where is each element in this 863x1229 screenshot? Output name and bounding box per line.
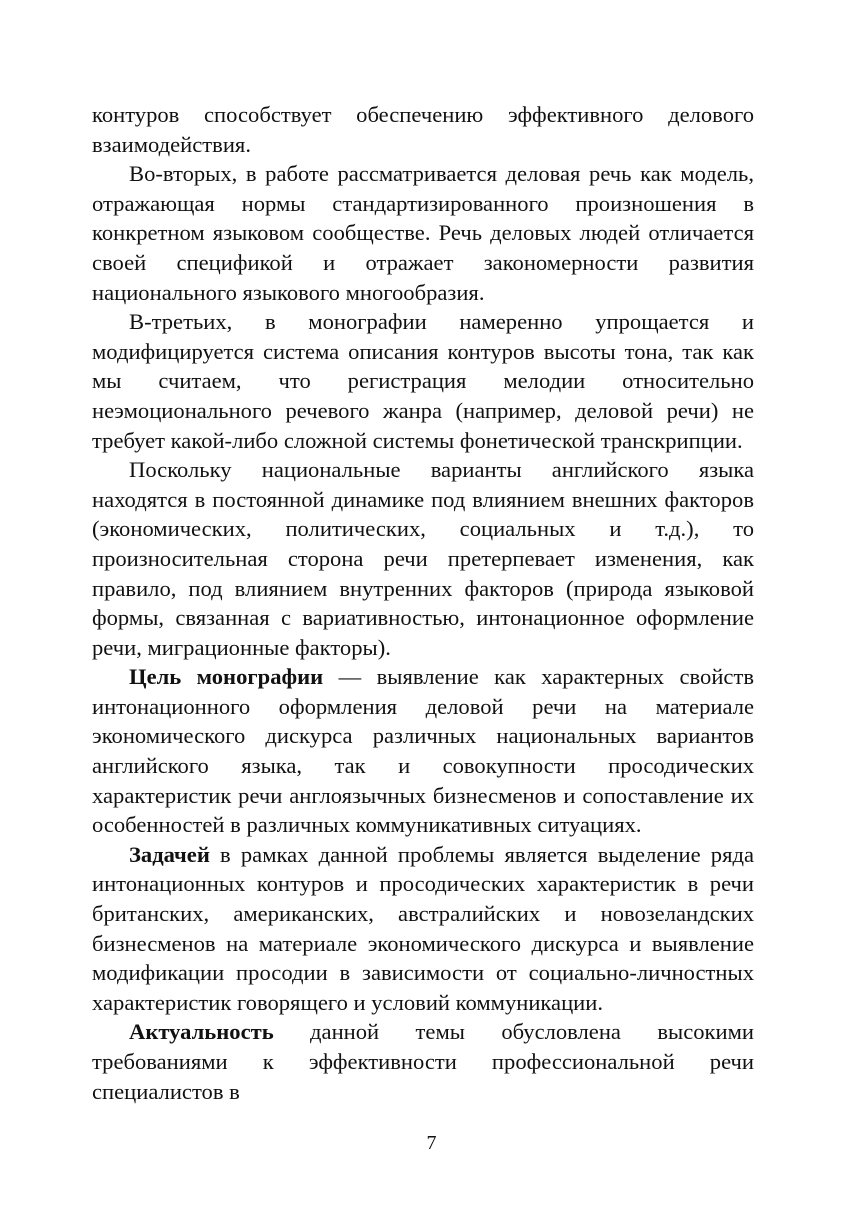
paragraph-3-text: В-третьих, в монографии намеренно упрощается и модифицируется система описания контуров высоты тона, так как мы считаем, что регистрация мелодии относительно неэмоционального речевого жанра (например, деловой речи) не требует какой-либо сложной системы фонетической транскрипции. (92, 309, 754, 453)
paragraph-goal-text: — выявление как характерных свойств интонационного оформления деловой речи на материале экономического дискурса различных национальных вариантов английского языка, так и совокупности просодических характеристик речи англоязычных бизнесменов и сопоставление их особенностей в различных коммуникативных ситуациях. (92, 664, 754, 838)
paragraph-goal-lead: Цель монографии (129, 664, 324, 690)
paragraph-relevance-text: данной темы обусловлена высокими требованиями к эффективности профессиональной речи специалистов в (92, 1019, 754, 1104)
paragraph-1-text: контуров способствует обеспечению эффективного делового взаимодействия. (92, 102, 754, 157)
paragraph-4 (92, 455, 754, 662)
document-body (92, 100, 754, 1106)
paragraph-1 (92, 100, 754, 159)
paragraph-relevance (92, 1017, 754, 1106)
paragraph-task (92, 840, 754, 1018)
paragraph-task-text: в рамках данной проблемы является выделение ряда интонационных контуров и просодических характеристик в речи британских, американских, австралийских и новозеландских бизнесменов на материале экономического дискурса и выявление модификации просодии в зависимости от социально-личностных характеристик говорящего и условий коммуникации. (92, 841, 754, 1015)
paragraph-3 (92, 307, 754, 455)
page-number: 7 (426, 1132, 437, 1154)
paragraph-relevance-lead: Актуальность (129, 1019, 274, 1045)
paragraph-2-text: Во-вторых, в работе рассматривается деловая речь как модель, отражающая нормы стандартизированного произношения в конкретном языковом сообществе. Речь деловых людей отличается своей спецификой и отражает закономерности развития национального языкового многообразия. (92, 161, 754, 305)
paragraph-4-text: Поскольку национальные варианты английского языка находятся в постоянной динамике под влиянием внешних факторов (экономических, политических, социальных и т.д.), то произносительная сторона речи претерпевает изменения, как правило, под влиянием внутренних факторов (природа языковой формы, связанная с вариативностью, интонационное оформление речи, миграционные факторы). (92, 457, 754, 660)
paragraph-task-lead: Задачей (129, 841, 210, 867)
paragraph-2 (92, 159, 754, 307)
paragraph-goal (92, 662, 754, 840)
